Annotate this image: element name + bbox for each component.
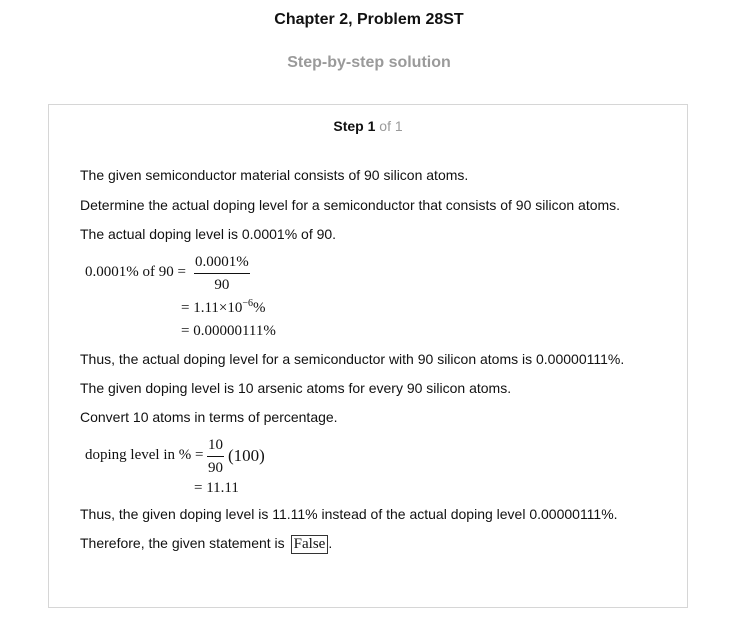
equation2-numerator: 10 bbox=[207, 437, 224, 457]
step-word: Step bbox=[333, 118, 364, 134]
equation2-denominator: 90 bbox=[208, 460, 223, 476]
paragraph-actual-result: Thus, the actual doping level for a semiconductor with 90 silicon atoms is 0.00000111%. bbox=[80, 351, 625, 367]
equation2-factor: (100) bbox=[228, 446, 265, 465]
equation1-line2-suffix: % bbox=[253, 300, 266, 316]
paragraph-actual-doping: The actual doping level is 0.0001% of 90. bbox=[80, 226, 337, 242]
paragraph-comparison: Thus, the given doping level is 11.11% instead of the actual doping level 0.00000111%. bbox=[80, 506, 618, 522]
equation1-line2 bbox=[181, 300, 266, 317]
equation1-line3: = 0.00000111% bbox=[181, 323, 276, 339]
paragraph-given-material: The given semiconductor material consists of 90 silicon atoms. bbox=[80, 167, 469, 183]
equation1-lhs: 0.0001% of 90 = bbox=[85, 264, 186, 280]
step-header bbox=[49, 118, 687, 134]
step-total: of 1 bbox=[379, 118, 403, 134]
equation2-fraction bbox=[207, 437, 224, 477]
solution-card bbox=[48, 104, 688, 608]
equation1-line2-prefix: = 1.11×10 bbox=[181, 300, 243, 316]
equation1-denominator: 90 bbox=[214, 277, 230, 293]
equation1-numerator: 0.0001% bbox=[194, 254, 250, 274]
paragraph-given-doping: The given doping level is 10 arsenic atoms for every 90 silicon atoms. bbox=[80, 380, 512, 396]
page-title: Chapter 2, Problem 28ST bbox=[274, 11, 464, 28]
equation1-exponent: −6 bbox=[242, 298, 254, 309]
step-number: 1 bbox=[367, 118, 376, 134]
paragraph-convert: Convert 10 atoms in terms of percentage. bbox=[80, 409, 338, 425]
conclusion-text: Therefore, the given statement is bbox=[80, 535, 285, 551]
equation2-line2: = 11.11 bbox=[194, 480, 239, 496]
equation2-lhs: doping level in % = bbox=[85, 447, 204, 463]
solution-heading: Step-by-step solution bbox=[287, 54, 451, 71]
paragraph-conclusion bbox=[80, 535, 332, 554]
answer-period: . bbox=[328, 535, 333, 551]
equation1-fraction bbox=[194, 254, 250, 294]
answer-box: False bbox=[291, 535, 329, 554]
paragraph-determine-doping: Determine the actual doping level for a semiconductor that consists of 90 silicon atoms. bbox=[80, 197, 621, 213]
